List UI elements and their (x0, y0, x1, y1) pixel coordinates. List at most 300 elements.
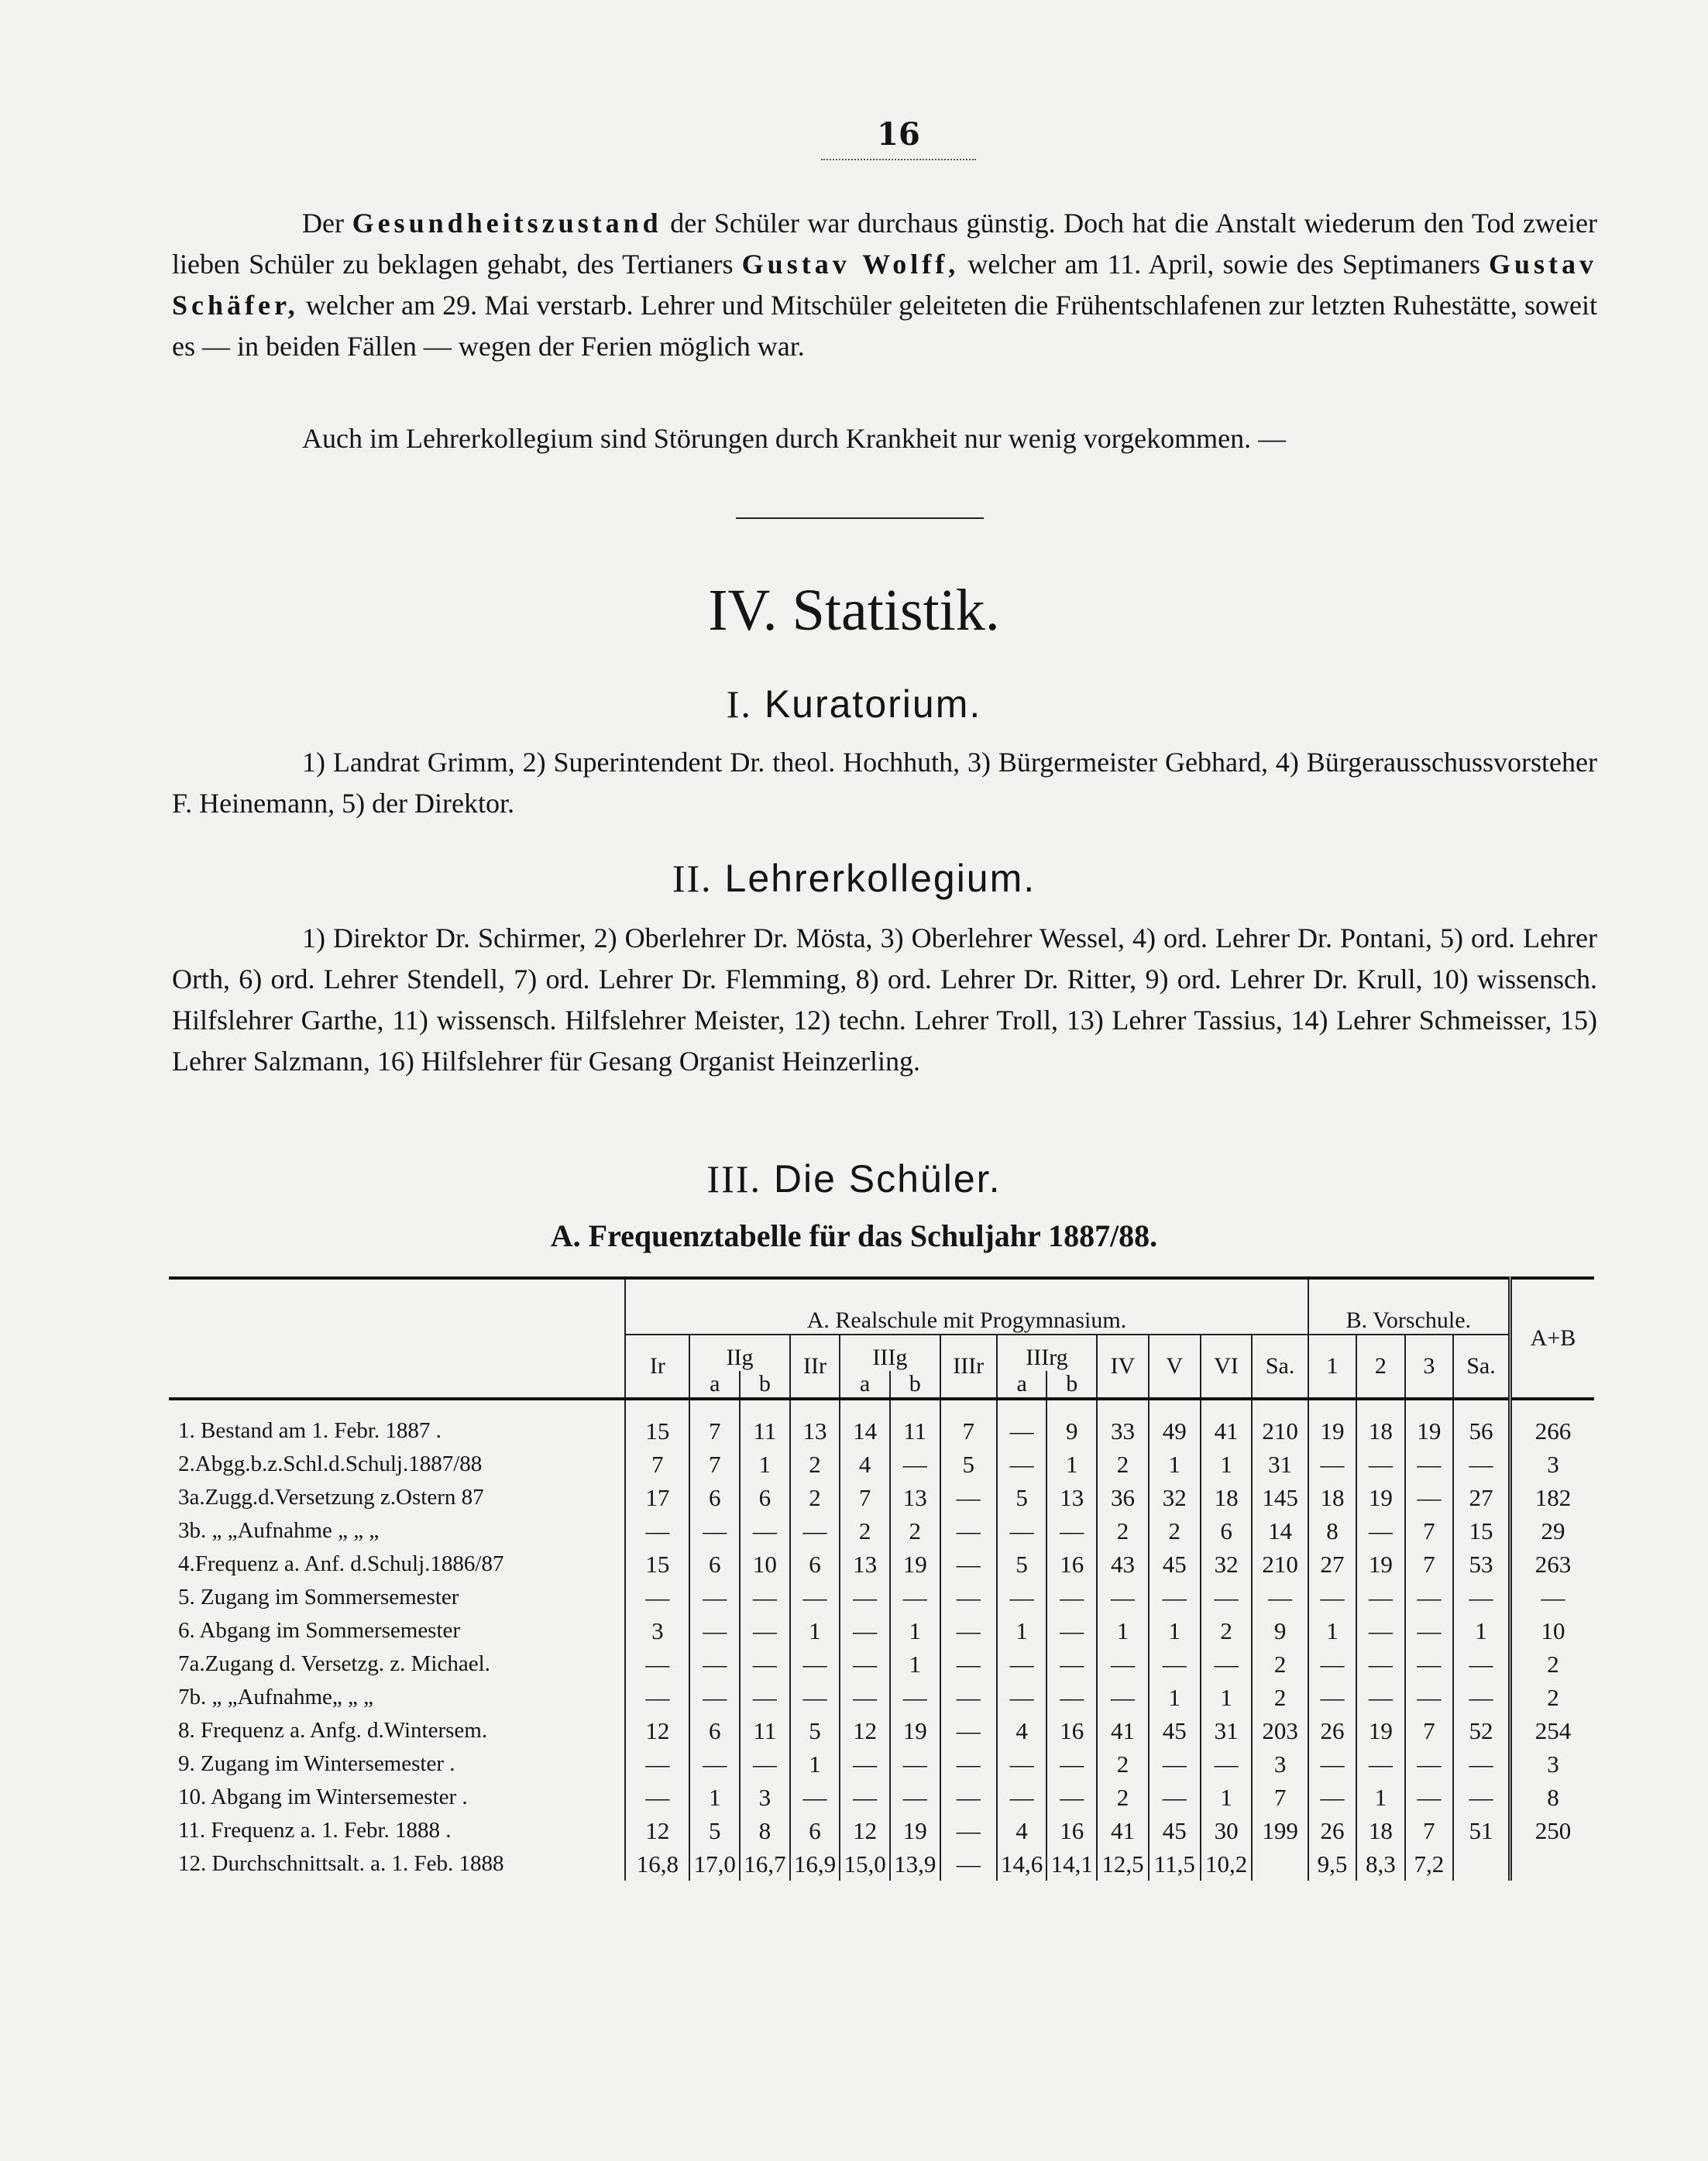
table-cell: 7 (1405, 1714, 1453, 1747)
table-cell: 4 (997, 1714, 1047, 1747)
table-cell: — (1405, 1781, 1453, 1814)
table-cell: — (1252, 1581, 1308, 1614)
table-cell: — (1405, 1747, 1453, 1781)
frequency-table-title: A. Frequenztabelle für das Schuljahr 1887/88. (550, 1218, 1158, 1253)
health-text-c: welcher am 29. Mai verstarb. Lehrer und Mitschüler geleiteten die Frühentschlafenen zur letzten Ruhestätte, soweit es — in beiden Fällen — wegen der Ferien möglich war. (172, 290, 1598, 362)
table-cell: 5 (997, 1548, 1047, 1581)
table-cell: — (940, 1481, 997, 1514)
table-cell: 19 (890, 1548, 940, 1581)
table-cell: 210 (1252, 1548, 1308, 1581)
table-cell: — (1356, 1581, 1404, 1614)
col-ir: Ir (625, 1335, 689, 1399)
table-cell: — (1149, 1747, 1201, 1781)
col-3: 3 (1405, 1335, 1453, 1399)
table-cell: 1 (1046, 1448, 1097, 1481)
table-cell: — (940, 1747, 997, 1781)
table-cell: 43 (1097, 1548, 1149, 1581)
table-cell: 203 (1252, 1714, 1308, 1747)
table-cell: 8,3 (1356, 1847, 1404, 1881)
total-header: A+B (1510, 1278, 1594, 1399)
table-cell: — (890, 1747, 940, 1781)
table-cell: — (1046, 1747, 1097, 1781)
table-cell: 45 (1149, 1548, 1201, 1581)
table-cell: — (740, 1681, 790, 1714)
table-cell: 210 (1252, 1414, 1308, 1448)
table-cell: 27 (1308, 1548, 1356, 1581)
table-cell: 19 (1405, 1414, 1453, 1448)
table-cell: — (940, 1614, 997, 1647)
table-row (169, 1414, 1594, 1448)
table-cell (1453, 1847, 1510, 1881)
lehrerkollegium-text: 1) Direktor Dr. Schirmer, 2) Oberlehrer Dr. Mösta, 3) Oberlehrer Wessel, 4) ord. Lehrer Dr. Pontani, 5) ord. Lehrer Orth, 6) ord. Lehrer Stendell, 7) ord. Lehrer Dr. Flemming, 8) ord. Lehrer Dr. Ritter, 9) ord. Lehrer Dr. Krull, 10) wissensch. Hilfslehrer Garthe, 11) wissensch. Hilfslehrer Meister, 12) techn. Lehrer Troll, 13) Lehrer Tassius, 14) Lehrer Schmeisser, 15) Lehrer Salzmann, 16) Hilfslehrer für Gesang Organist Heinzerling. (172, 922, 1597, 1077)
table-cell: 3 (1510, 1448, 1594, 1481)
col-sa-a: Sa. (1252, 1335, 1308, 1399)
table-cell: 16 (1046, 1814, 1097, 1847)
table-row (169, 1681, 1594, 1714)
table-cell: 41 (1097, 1814, 1149, 1847)
student-name-schaefer: Gustav Schäfer, (172, 249, 1598, 321)
table-cell: 19 (1356, 1548, 1404, 1581)
table-cell: 12,5 (1097, 1847, 1149, 1881)
table-cell: 13 (890, 1481, 940, 1514)
table-cell: 199 (1252, 1814, 1308, 1847)
table-cell: 2 (790, 1481, 840, 1514)
table-cell: 19 (890, 1814, 940, 1847)
lehrerkollegium-title: Lehrerkollegium. (724, 857, 1036, 900)
table-cell: — (1097, 1681, 1149, 1714)
table-cell: — (1308, 1581, 1356, 1614)
table-cell: — (1405, 1681, 1453, 1714)
table-cell: — (1201, 1647, 1253, 1681)
table-cell: — (840, 1681, 890, 1714)
table-cell: — (840, 1647, 890, 1681)
table-cell: 2 (840, 1514, 890, 1548)
col-iiirg-b: b (1046, 1371, 1097, 1399)
table-header-groups (169, 1278, 1594, 1335)
table-cell: 19 (1356, 1481, 1404, 1514)
table-cell: — (940, 1847, 997, 1881)
table-cell: — (689, 1514, 740, 1548)
kuratorium-title: Kuratorium. (764, 682, 982, 726)
table-cell: — (625, 1581, 689, 1614)
table-cell: — (790, 1647, 840, 1681)
col-iiig-a: a (840, 1371, 890, 1399)
table-cell: 7,2 (1405, 1847, 1453, 1881)
table-cell: 19 (1308, 1414, 1356, 1448)
table-cell: — (1453, 1747, 1510, 1781)
page-number: 16 (877, 116, 920, 153)
table-cell: 1 (890, 1647, 940, 1681)
table-cell: — (740, 1514, 790, 1548)
table-cell: 51 (1453, 1814, 1510, 1847)
table-cell: — (740, 1614, 790, 1647)
table-cell: — (625, 1681, 689, 1714)
health-lead: Der (302, 208, 344, 239)
table-cell: 17,0 (689, 1847, 740, 1881)
table-cell: 10 (1510, 1614, 1594, 1647)
table-cell: 11 (740, 1714, 790, 1747)
table-cell: 7 (625, 1448, 689, 1481)
table-cell: 263 (1510, 1548, 1594, 1581)
table-cell: — (790, 1681, 840, 1714)
table-cell: 16,8 (625, 1847, 689, 1881)
row-label: 4.Frequenz a. Anf. d.Schulj.1886/87 (178, 1551, 504, 1576)
table-cell: — (890, 1781, 940, 1814)
table-cell: 19 (1356, 1714, 1404, 1747)
table-cell: 9,5 (1308, 1847, 1356, 1881)
table-cell: 15 (625, 1548, 689, 1581)
table-cell: 6 (689, 1714, 740, 1747)
col-iv: IV (1097, 1335, 1149, 1399)
table-cell: 7 (689, 1414, 740, 1448)
table-cell: 27 (1453, 1481, 1510, 1514)
col-iig: IIg (689, 1335, 789, 1371)
table-row (169, 1814, 1594, 1847)
table-cell: — (790, 1581, 840, 1614)
table-cell: — (840, 1747, 890, 1781)
table-cell: 250 (1510, 1814, 1594, 1847)
table-cell: 14 (1252, 1514, 1308, 1548)
table-cell: 4 (997, 1814, 1047, 1847)
col-v: V (1149, 1335, 1201, 1399)
table-cell: 9 (1252, 1614, 1308, 1647)
table-cell: — (689, 1747, 740, 1781)
table-cell: — (1405, 1647, 1453, 1681)
table-cell: — (740, 1647, 790, 1681)
table-cell: — (1046, 1614, 1097, 1647)
table-cell: 29 (1510, 1514, 1594, 1548)
table-cell: 2 (1252, 1647, 1308, 1681)
table-cell: 14,1 (1046, 1847, 1097, 1881)
table-cell: — (740, 1581, 790, 1614)
table-cell: — (1453, 1681, 1510, 1714)
table-spacer-row (169, 1399, 1594, 1414)
row-label: 12. Durchschnittsalt. a. 1. Feb. 1888 (178, 1851, 504, 1876)
table-cell: 41 (1201, 1414, 1253, 1448)
table-cell: — (1510, 1581, 1594, 1614)
table-cell: — (997, 1581, 1047, 1614)
table-cell: — (997, 1781, 1047, 1814)
table-cell: — (997, 1647, 1047, 1681)
table-cell: — (1149, 1647, 1201, 1681)
table-cell: 1 (1356, 1781, 1404, 1814)
table-cell: 1 (1453, 1614, 1510, 1647)
section-divider (736, 517, 984, 519)
table-cell: 16,9 (790, 1847, 840, 1881)
schueler-numeral: III. (706, 1157, 761, 1201)
table-cell: 266 (1510, 1414, 1594, 1448)
row-label: 10. Abgang im Wintersemester . (178, 1785, 468, 1809)
table-cell: 2 (1149, 1514, 1201, 1548)
table-cell: — (1453, 1581, 1510, 1614)
table-cell: — (1046, 1781, 1097, 1814)
table-cell: — (1308, 1448, 1356, 1481)
table-cell: 1 (689, 1781, 740, 1814)
col-sa-b: Sa. (1453, 1335, 1510, 1399)
statistik-title: IV. Statistik. (708, 578, 1000, 643)
col-iig-b: b (740, 1371, 790, 1399)
table-cell: — (1308, 1781, 1356, 1814)
table-cell: — (940, 1514, 997, 1548)
table-cell: 13 (1046, 1481, 1097, 1514)
table-cell: — (1356, 1647, 1404, 1681)
row-label: 3a.Zugg.d.Versetzung z.Ostern 87 (178, 1485, 484, 1510)
table-cell: 5 (689, 1814, 740, 1847)
schueler-title: Die Schüler. (773, 1157, 1002, 1201)
table-cell: 7 (1252, 1781, 1308, 1814)
table-cell: — (1308, 1747, 1356, 1781)
table-cell: 8 (1510, 1781, 1594, 1814)
table-cell: 49 (1149, 1414, 1201, 1448)
table-cell: 1 (790, 1747, 840, 1781)
table-cell: 32 (1149, 1481, 1201, 1514)
table-cell: 7 (1405, 1814, 1453, 1847)
table-cell: — (1405, 1448, 1453, 1481)
table-cell: 2 (1510, 1647, 1594, 1681)
table-cell: — (689, 1681, 740, 1714)
table-cell: 5 (997, 1481, 1047, 1514)
table-row (169, 1548, 1594, 1581)
table-cell: — (940, 1681, 997, 1714)
table-row (169, 1514, 1594, 1548)
table-cell: 6 (1201, 1514, 1253, 1548)
table-cell: 2 (1097, 1448, 1149, 1481)
col-iiig-b: b (890, 1371, 940, 1399)
table-cell: 52 (1453, 1714, 1510, 1747)
table-cell: — (790, 1781, 840, 1814)
col-iir: IIr (790, 1335, 840, 1399)
table-row (169, 1781, 1594, 1814)
table-cell: 18 (1201, 1481, 1253, 1514)
table-cell: 45 (1149, 1714, 1201, 1747)
table-cell: — (1453, 1647, 1510, 1681)
table-cell: 8 (1308, 1514, 1356, 1548)
health-keyword: Gesundheitszustand (352, 208, 662, 239)
table-cell: 6 (689, 1481, 740, 1514)
kuratorium-text: 1) Landrat Grimm, 2) Superintendent Dr. theol. Hochhuth, 3) Bürgermeister Gebhard, 4) Bürgerausschussvorsteher F. Heinemann, 5) der Direktor. (172, 747, 1597, 819)
table-cell: — (625, 1514, 689, 1548)
health-text-a: der Schüler war durchaus günstig. Doch hat die Anstalt wiederum den Tod zweier lieben Schüler zu beklagen gehabt, des Tertianers (172, 208, 1598, 280)
table-cell: 2 (1201, 1614, 1253, 1647)
table-row (169, 1448, 1594, 1481)
table-cell: 16 (1046, 1714, 1097, 1747)
table-cell: 1 (1201, 1448, 1253, 1481)
table-cell: — (997, 1414, 1047, 1448)
table-cell: 53 (1453, 1548, 1510, 1581)
table-cell: 32 (1201, 1548, 1253, 1581)
table-cell: — (997, 1747, 1047, 1781)
table-cell: — (740, 1747, 790, 1781)
table-row (169, 1614, 1594, 1647)
table-cell: 13 (790, 1414, 840, 1448)
table-cell: 26 (1308, 1714, 1356, 1747)
health-text-b: welcher am 11. April, sowie des Septimaners (967, 249, 1480, 280)
table-cell: 12 (840, 1814, 890, 1847)
kuratorium-heading (0, 682, 1708, 727)
table-cell: 13 (840, 1548, 890, 1581)
table-cell: 1 (1201, 1681, 1253, 1714)
table-cell: — (890, 1448, 940, 1481)
col-2: 2 (1356, 1335, 1404, 1399)
table-cell: 18 (1356, 1414, 1404, 1448)
table-cell: 254 (1510, 1714, 1594, 1747)
table-cell: — (997, 1448, 1047, 1481)
row-label: 11. Frequenz a. 1. Febr. 1888 . (178, 1818, 452, 1843)
table-cell: 1 (1097, 1614, 1149, 1647)
table-cell: 15,0 (840, 1847, 890, 1881)
table-cell: 1 (1201, 1781, 1253, 1814)
col-iiirg-a: a (997, 1371, 1047, 1399)
group-a-header: A. Realschule mit Progymnasium. (625, 1278, 1308, 1335)
table-cell: 182 (1510, 1481, 1594, 1514)
table-cell: 18 (1308, 1481, 1356, 1514)
row-label: 3b. „ „Aufnahme „ „ „ (178, 1518, 380, 1543)
table-cell: — (1356, 1514, 1404, 1548)
table-cell: — (689, 1614, 740, 1647)
table-cell: 56 (1453, 1414, 1510, 1448)
table-cell: — (1356, 1747, 1404, 1781)
table-cell: — (1149, 1781, 1201, 1814)
row-label: 9. Zugang im Wintersemester . (178, 1751, 455, 1776)
table-cell: 30 (1201, 1814, 1253, 1847)
student-name-wolff: Gustav Wolff, (741, 249, 960, 280)
table-cell: 10 (740, 1548, 790, 1581)
col-iig-a: a (689, 1371, 740, 1399)
table-cell: — (940, 1714, 997, 1747)
table-cell: — (790, 1514, 840, 1548)
table-cell: — (890, 1581, 940, 1614)
table-cell: 10,2 (1201, 1847, 1253, 1881)
table-cell: 6 (790, 1548, 840, 1581)
col-iiirg: IIIrg (997, 1335, 1097, 1371)
table-cell: 2 (1252, 1681, 1308, 1714)
table-cell: — (840, 1581, 890, 1614)
health-paragraph (172, 203, 1597, 367)
table-cell: 145 (1252, 1481, 1308, 1514)
table-cell: 15 (1453, 1514, 1510, 1548)
table-cell: 26 (1308, 1814, 1356, 1847)
table-cell: — (890, 1681, 940, 1714)
table-cell: — (997, 1681, 1047, 1714)
table-row (169, 1481, 1594, 1514)
table-cell: 2 (1097, 1514, 1149, 1548)
table-cell: 1 (1308, 1614, 1356, 1647)
table-cell: 15 (625, 1414, 689, 1448)
table-cell: 16 (1046, 1548, 1097, 1581)
table-cell: 14 (840, 1414, 890, 1448)
table-cell: 1 (1149, 1681, 1201, 1714)
table-cell: 3 (1252, 1747, 1308, 1781)
lehrerkollegium-numeral: II. (672, 857, 713, 900)
table-cell: 45 (1149, 1814, 1201, 1847)
table-cell: — (1149, 1581, 1201, 1614)
table-cell: 6 (790, 1814, 840, 1847)
table-cell: — (625, 1647, 689, 1681)
table-cell: — (940, 1581, 997, 1614)
table-cell: — (625, 1781, 689, 1814)
table-cell: 11,5 (1149, 1847, 1201, 1881)
table-row (169, 1714, 1594, 1747)
group-b-header: B. Vorschule. (1308, 1278, 1510, 1335)
table-cell: — (1201, 1747, 1253, 1781)
table-cell: 18 (1356, 1814, 1404, 1847)
col-iiig: IIIg (840, 1335, 940, 1371)
table-cell: 17 (625, 1481, 689, 1514)
table-cell: — (940, 1781, 997, 1814)
table-cell: 1 (1149, 1614, 1201, 1647)
label-column-header (169, 1278, 625, 1399)
table-cell: — (1046, 1681, 1097, 1714)
table-cell: 2 (1510, 1681, 1594, 1714)
table-cell: 1 (997, 1614, 1047, 1647)
col-vi: VI (1201, 1335, 1253, 1399)
table-cell: 33 (1097, 1414, 1149, 1448)
table-cell: — (940, 1548, 997, 1581)
frequency-table (169, 1276, 1594, 1881)
table-cell: — (1201, 1581, 1253, 1614)
table-cell: — (1097, 1581, 1149, 1614)
table-cell: 5 (940, 1448, 997, 1481)
table-cell: 2 (1097, 1781, 1149, 1814)
kuratorium-numeral: I. (726, 682, 752, 726)
table-cell: — (1308, 1681, 1356, 1714)
table-cell: 4 (840, 1448, 890, 1481)
table-cell: 31 (1201, 1714, 1253, 1747)
table-cell: — (1405, 1614, 1453, 1647)
table-cell: 3 (1510, 1747, 1594, 1781)
table-cell: 11 (890, 1414, 940, 1448)
table-row (169, 1647, 1594, 1681)
table-cell: — (940, 1647, 997, 1681)
table-cell: — (1097, 1647, 1149, 1681)
row-label: 2.Abgg.b.z.Schl.d.Schulj.1887/88 (178, 1452, 483, 1476)
table-cell: 12 (625, 1814, 689, 1847)
table-row (169, 1747, 1594, 1781)
table-cell (1510, 1847, 1594, 1881)
page-number-ornament (821, 159, 976, 160)
table-cell: 36 (1097, 1481, 1149, 1514)
table-cell: 5 (790, 1714, 840, 1747)
table-cell: 13,9 (890, 1847, 940, 1881)
table-cell: 7 (940, 1414, 997, 1448)
table-cell: 2 (890, 1514, 940, 1548)
staff-health-paragraph: Auch im Lehrerkollegium sind Störungen durch Krankheit nur wenig vorgekommen. — (302, 423, 1287, 454)
schueler-heading (0, 1156, 1708, 1201)
table-cell: — (689, 1581, 740, 1614)
table-cell: 1 (740, 1448, 790, 1481)
table-cell: 7 (1405, 1514, 1453, 1548)
row-label: 6. Abgang im Sommersemester (178, 1618, 461, 1643)
table-cell: — (840, 1614, 890, 1647)
table-cell: — (1046, 1514, 1097, 1548)
table-cell: 12 (840, 1714, 890, 1747)
table-cell: 12 (625, 1714, 689, 1747)
table-cell: 3 (625, 1614, 689, 1647)
table-cell: — (1046, 1647, 1097, 1681)
table-cell: 2 (1097, 1747, 1149, 1781)
table-cell: 7 (1405, 1548, 1453, 1581)
table-cell: 2 (790, 1448, 840, 1481)
table-cell: — (1453, 1781, 1510, 1814)
table-cell: — (1405, 1481, 1453, 1514)
row-label: 7a.Zugang d. Versetzg. z. Michael. (178, 1651, 490, 1676)
table-cell: — (1453, 1448, 1510, 1481)
row-label: 5. Zugang im Sommersemester (178, 1585, 459, 1610)
row-label: 1. Bestand am 1. Febr. 1887 . (178, 1418, 442, 1443)
table-cell: 16,7 (740, 1847, 790, 1881)
table-row (169, 1847, 1594, 1881)
table-cell: 7 (840, 1481, 890, 1514)
